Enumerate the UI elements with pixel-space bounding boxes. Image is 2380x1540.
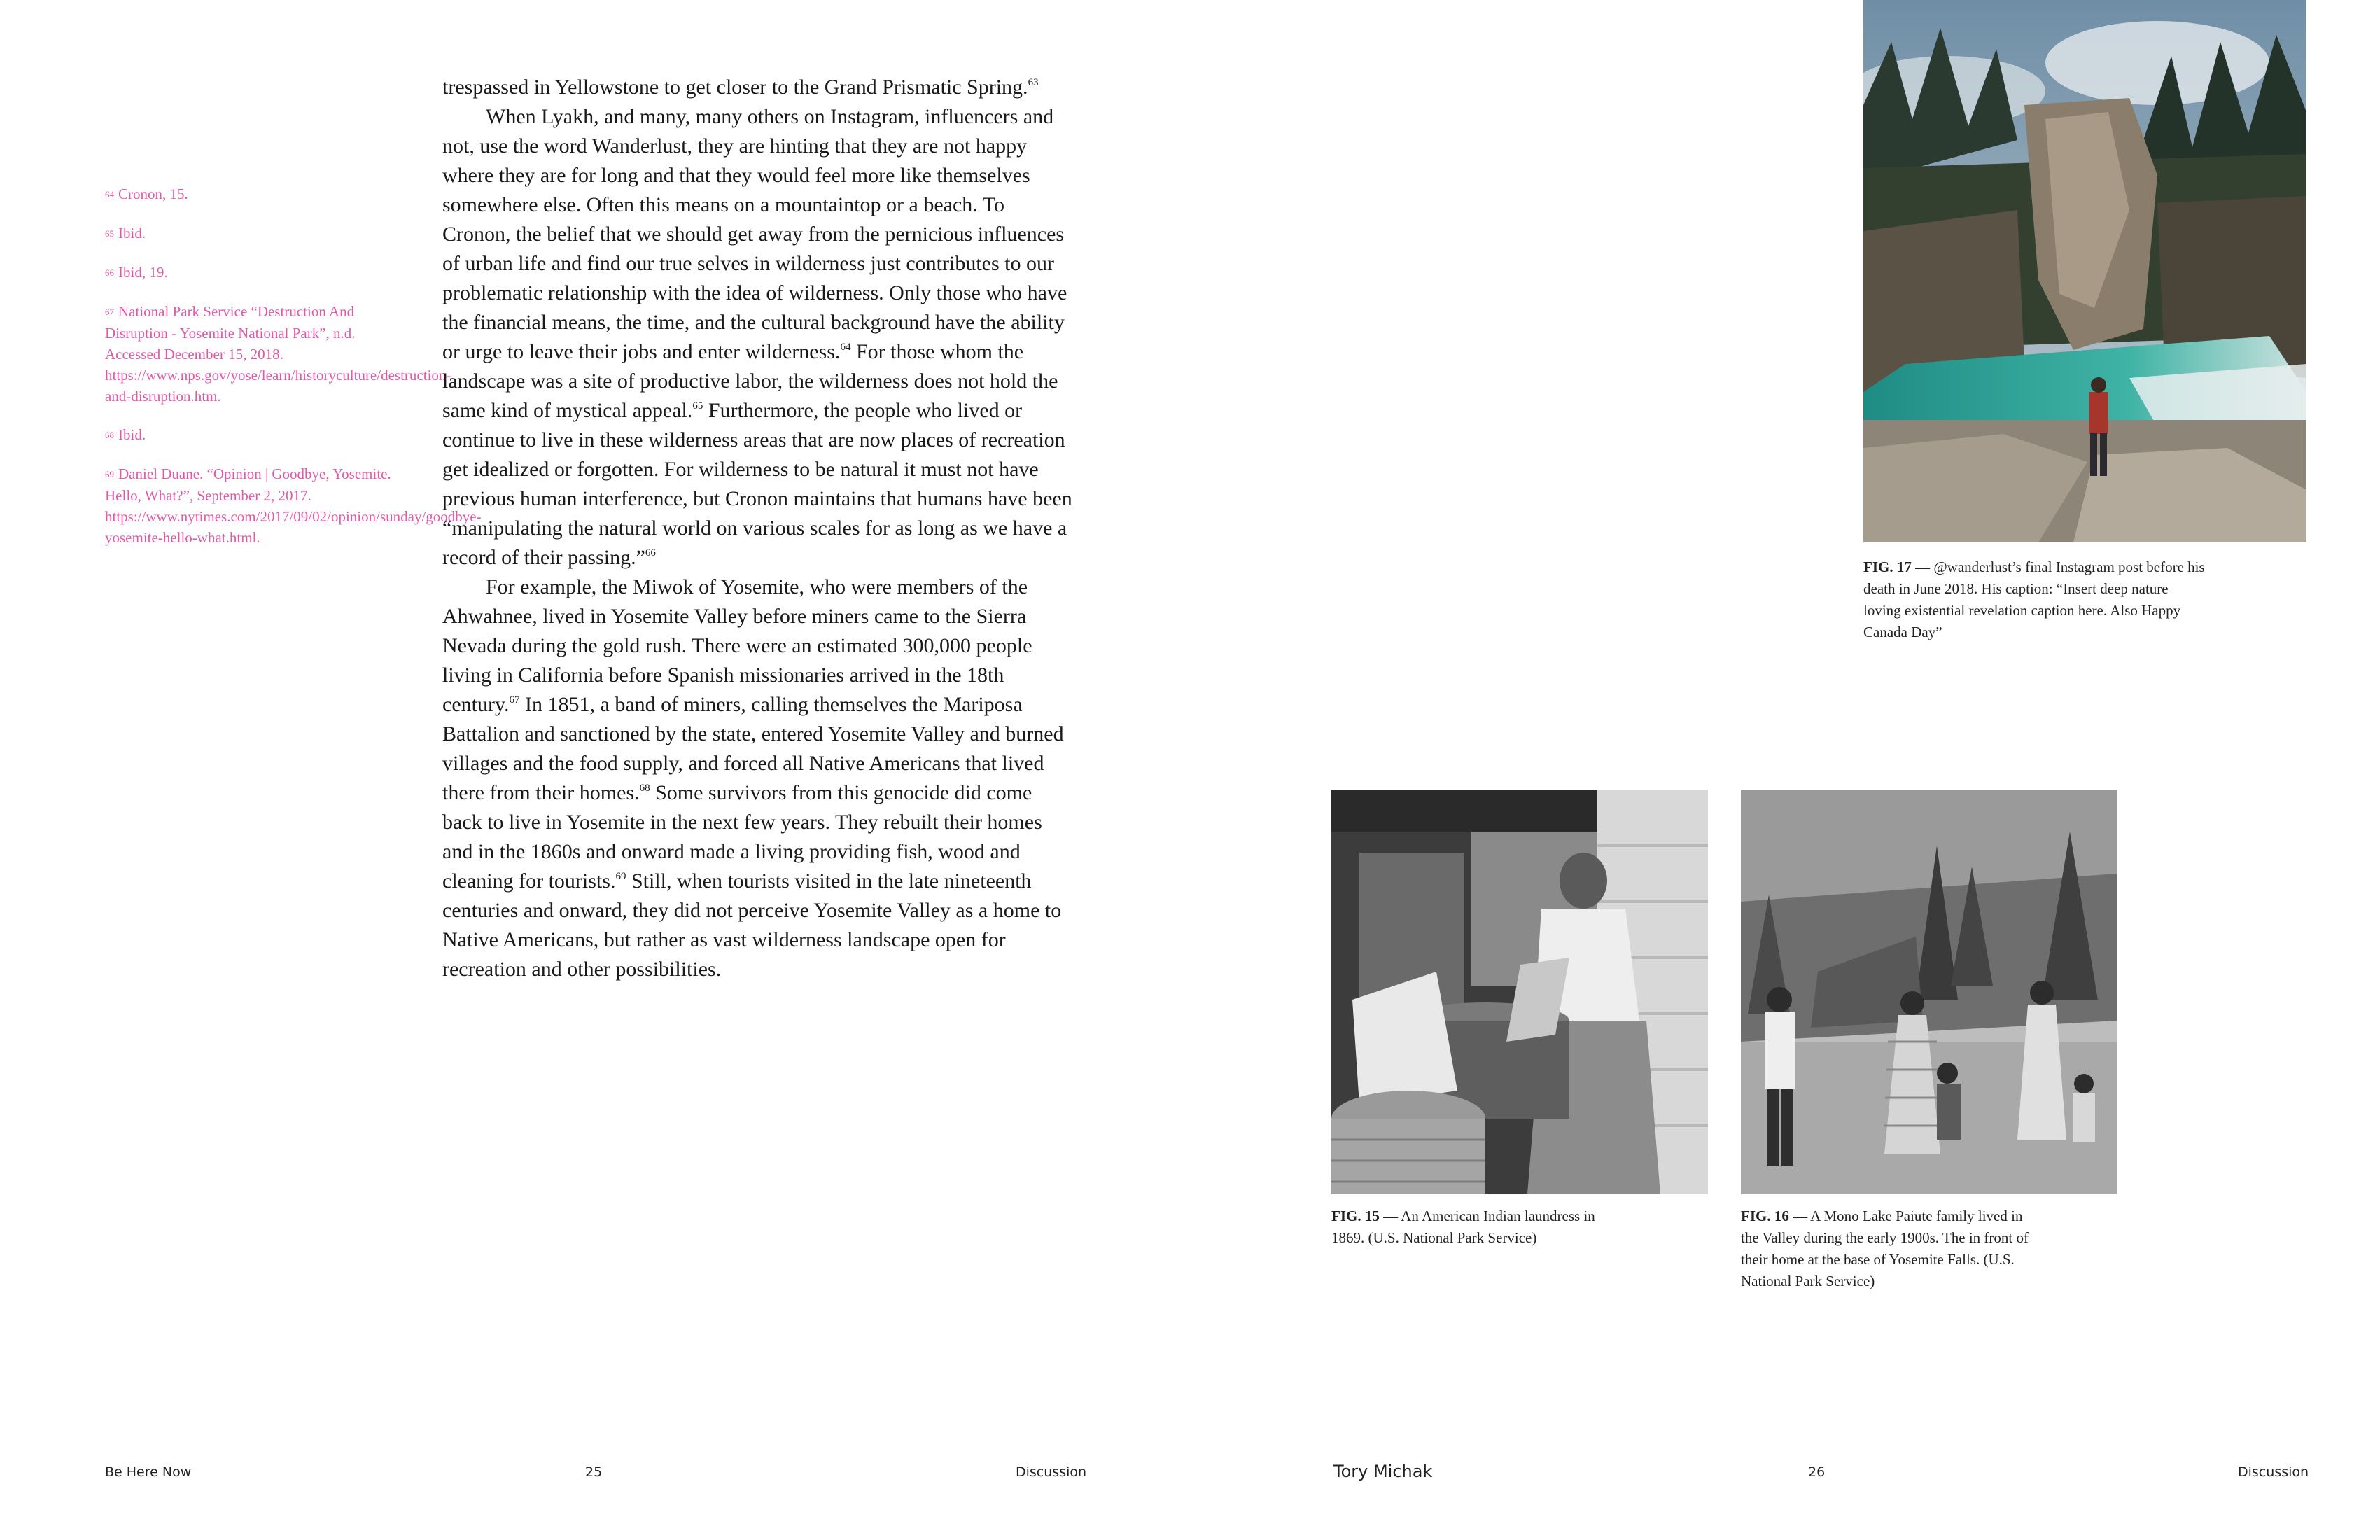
footnote-64: 64 Cronon, 15. [105, 186, 188, 202]
footnote-67: 67 National Park Service “Destruction And Disruption - Yosemite National Park”, n.d. Accessed December 15, 2018. https://www.nps.gov/yose/learn/historyculture/destruction-and-disruption.htm. [105, 303, 451, 405]
footnote-69: 69 Daniel Duane. “Opinion | Goodbye, Yosemite. Hello, What?”, September 2, 2017. https://www.nytimes.com/2017/09/02/opinion/sunday/goodbye-yosemite-hello-what.html. [105, 465, 482, 546]
body-text [442, 73, 1076, 984]
footnotes [105, 183, 482, 566]
fig16-illustration [1741, 790, 2117, 1194]
footer-right-section: Discussion [2238, 1464, 2309, 1480]
fig15-photo [1331, 790, 1708, 1194]
right-page [1190, 0, 2380, 1540]
fig16-caption: FIG. 16 — A Mono Lake Paiute family lived in the Valley during the early 1900s. The in front of their home at the base of Yosemite Falls. (U.S. National Park Service) [1741, 1208, 2029, 1289]
footnote-68: 68 Ibid. [105, 426, 146, 443]
footer-left-title: Be Here Now [105, 1464, 192, 1480]
paragraph-3: For example, the Miwok of Yosemite, who were members of the Ahwahnee, lived in Yosemite Valley before miners came to the Sierra Nevada during the gold rush. There were an estimated 300,000 people living in California before Spanish missionaries arrived in the 18th century.$^{67}$ In 1851, a band of miners, calling themselves the Mariposa Battalion and sanctioned by the state, entered Yosemite Valley and burned villages and the food supply, and forced all Native Americans that lived there from their homes.$^{68}$ Some survivors from this genocide did come back to live in Yosemite in the next few years. They rebuilt their homes and in the 1860s and onward made a living providing fish, wood and cleaning for tourists.$^{69}$ Still, when tourists visited in the late nineteenth centuries and onward, they did not perceive Yosemite Valley as a home to Native Americans, but rather as vast wilderness landscape open for recreation and other possibilities. [442, 575, 1064, 981]
footnote-65: 65 Ibid. [105, 225, 146, 241]
fig17-photo [1863, 0, 2306, 542]
footer-left-page-number: 25 [585, 1464, 603, 1480]
footnote-66: 66 Ibid, 19. [105, 264, 168, 281]
fig15-caption: FIG. 15 — An American Indian laundress in 1869. (U.S. National Park Service) [1331, 1208, 1595, 1246]
fig17-illustration [1863, 0, 2306, 542]
paragraph-1: trespassed in Yellowstone to get closer to the Grand Prismatic Spring.$^{63}$ [442, 76, 1039, 99]
footer-right-page-number: 26 [1808, 1464, 1826, 1480]
fig16-photo [1741, 790, 2117, 1194]
fig15-illustration [1331, 790, 1708, 1194]
footer-right-author: Tory Michak [1334, 1462, 1433, 1481]
footer-left-section: Discussion [1016, 1464, 1087, 1480]
paragraph-2: When Lyakh, and many, many others on Instagram, influencers and not, use the word Wanderlust, they are hinting that they are not happy where they are for long and that they would feel more like themselves somewhere else. Often this means on a mountaintop or a beach. To Cronon, the belief that we should get away from the pernicious influences of urban life and find our true selves in wilderness just contributes to our problematic relationship with the idea of wilderness. Only those who have the financial means, the time, and the cultural background have the ability or urge to leave their jobs and enter wilderness.$^{64}$ For those whom the landscape was a site of productive labor, the wilderness does not hold the same kind of mystical appeal.$^{65}$ Furthermore, the people who lived or continue to live in these wilderness areas that are now places of recreation get idealized or forgotten. For wilderness to be natural it must not have previous human interference, but Cronon maintains that humans have been “manipulating the natural world on various scales for as long as we have a record of their passing.”$^{66}$ [442, 105, 1072, 569]
fig17-caption: FIG. 17 — @wanderlust’s final Instagram post before his death in June 2018. His caption: “Insert deep nature loving existential revelation caption here. Also Happy Canada Day” [1863, 559, 2205, 640]
